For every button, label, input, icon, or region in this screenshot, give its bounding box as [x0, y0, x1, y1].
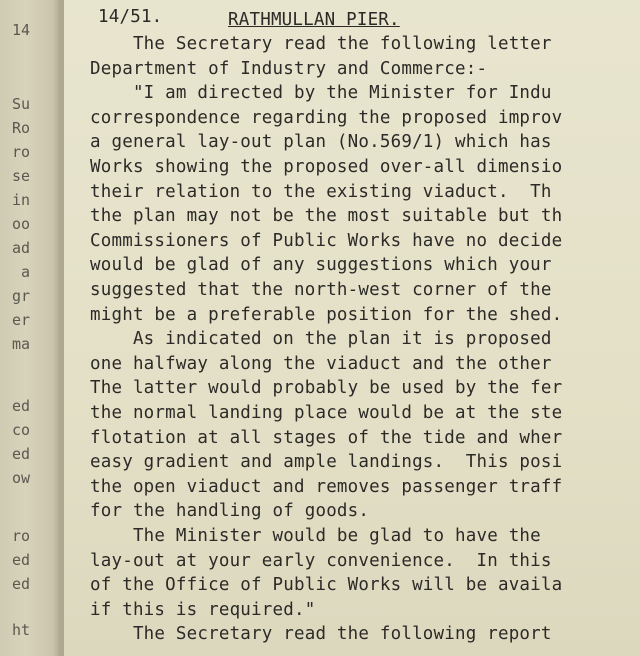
margin-fragment: er	[11, 311, 30, 329]
document-line: The Minister would be glad to have the	[90, 526, 541, 546]
margin-fragment: ed	[11, 397, 30, 415]
margin-fragment: ro	[11, 143, 30, 161]
margin-fragment: ed	[11, 445, 30, 463]
margin-fragment: ow	[11, 469, 30, 487]
document-line: their relation to the existing viaduct. Th	[90, 181, 552, 202]
document-line: easy gradient and ample landings. This posi	[90, 452, 563, 473]
document-line: The latter would probably be used by the fer	[90, 378, 563, 399]
document-line: a general lay-out plan (No.569/1) which has	[90, 132, 552, 153]
document-line: Commissioners of Public Works have no decide	[90, 230, 563, 251]
margin-fragment: ht	[11, 621, 30, 639]
margin-fragment: a	[20, 263, 30, 281]
margin-fragment: Ro	[11, 119, 30, 137]
margin-fragment: ed	[11, 575, 30, 593]
document-line: lay-out at your early convenience. In this	[90, 550, 552, 571]
document-line: Department of Industry and Commerce:-	[90, 58, 488, 79]
margin-fragment: oo	[11, 215, 30, 233]
margin-fragment: Su	[11, 95, 30, 113]
document-line: As indicated on the plan it is proposed	[90, 329, 552, 350]
document-line: for the handling of goods.	[90, 501, 370, 522]
document-line: one halfway along the viaduct and the other	[90, 353, 552, 374]
document-line: if this is required."	[90, 599, 316, 620]
margin-fragment: ma	[11, 335, 30, 353]
document-line: the normal landing place would be at the ste	[90, 403, 563, 423]
document-line: The Secretary read the following letter	[90, 34, 552, 54]
document-page	[64, 0, 640, 656]
document-line: flotation at all stages of the tide and wher	[90, 427, 563, 448]
margin-fragment: ad	[11, 239, 30, 257]
margin-fragment: gr	[11, 287, 30, 305]
margin-fragment: ed	[11, 551, 30, 569]
document-line: correspondence regarding the proposed improv	[90, 107, 563, 128]
minute-reference: 14/51.	[98, 7, 163, 27]
margin-fragment: se	[11, 167, 30, 185]
document-line: the plan may not be the most suitable but th	[90, 206, 563, 227]
document-line: "I am directed by the Minister for Indu	[90, 83, 552, 104]
margin-fragment: ro	[11, 527, 30, 545]
document-line: would be glad of any suggestions which your	[90, 255, 552, 276]
document-line: suggested that the north-west corner of the	[90, 280, 552, 300]
margin-fragment: in	[11, 191, 30, 209]
document-line: The Secretary read the following report	[90, 624, 552, 645]
document-line: the open viaduct and removes passenger traff	[90, 476, 563, 497]
document-line: of the Office of Public Works will be availa	[90, 575, 563, 596]
document-line: Works showing the proposed over-all dimensio	[90, 157, 563, 177]
document-line: might be a preferable position for the shed.	[90, 304, 563, 325]
margin-fragment: 14	[11, 21, 30, 39]
section-heading: RATHMULLAN PIER.	[228, 10, 400, 30]
margin-fragment: co	[11, 421, 30, 439]
